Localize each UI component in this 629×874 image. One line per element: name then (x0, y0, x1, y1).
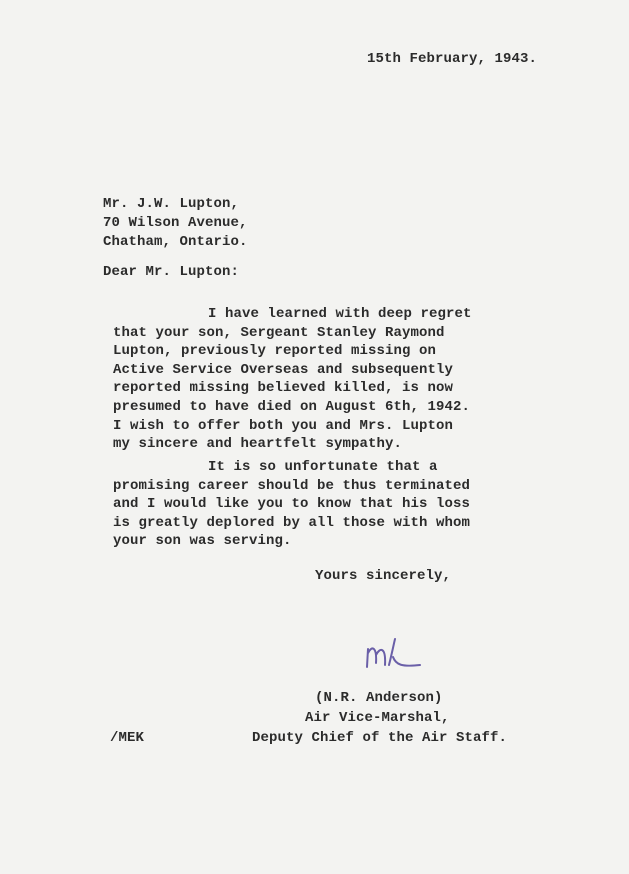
signatory-rank: Air Vice-Marshal, (305, 710, 450, 726)
recipient-city: Chatham, Ontario. (103, 234, 248, 250)
signatory-title: Deputy Chief of the Air Staff. (252, 730, 508, 746)
reference-initials: /MEK (110, 730, 145, 746)
closing: Yours sincerely, (315, 568, 452, 584)
paragraph-line: is greatly deplored by all those with whom (113, 514, 471, 531)
letter-date: 15th February, 1943. (367, 51, 538, 67)
paragraph-line: your son was serving. (113, 533, 292, 550)
paragraph-line: that your son, Sergeant Stanley Raymond (113, 324, 445, 341)
paragraph-line: Lupton, previously reported missing on (113, 343, 437, 360)
signatory-name: (N.R. Anderson) (315, 690, 443, 706)
handwritten-signature (362, 635, 432, 680)
paragraph-2 (113, 458, 470, 551)
recipient-street: 70 Wilson Avenue, (103, 215, 248, 231)
paragraph-line: I have learned with deep regret (208, 306, 472, 322)
paragraph-line: presumed to have died on August 6th, 1942. (113, 398, 471, 415)
paragraph-line: promising career should be thus terminated (113, 477, 471, 494)
recipient-name: Mr. J.W. Lupton, (103, 196, 240, 212)
paragraph-line: and I would like you to know that his loss (113, 496, 471, 513)
paragraph-line: reported missing believed killed, is now (113, 380, 454, 397)
paragraph-line: I wish to offer both you and Mrs. Lupton (113, 417, 454, 434)
paragraph-1 (113, 305, 470, 454)
salutation: Dear Mr. Lupton: (103, 264, 240, 280)
paragraph-line: It is so unfortunate that a (208, 459, 438, 475)
paragraph-line: Active Service Overseas and subsequently (113, 361, 454, 378)
paragraph-line: my sincere and heartfelt sympathy. (113, 436, 403, 453)
